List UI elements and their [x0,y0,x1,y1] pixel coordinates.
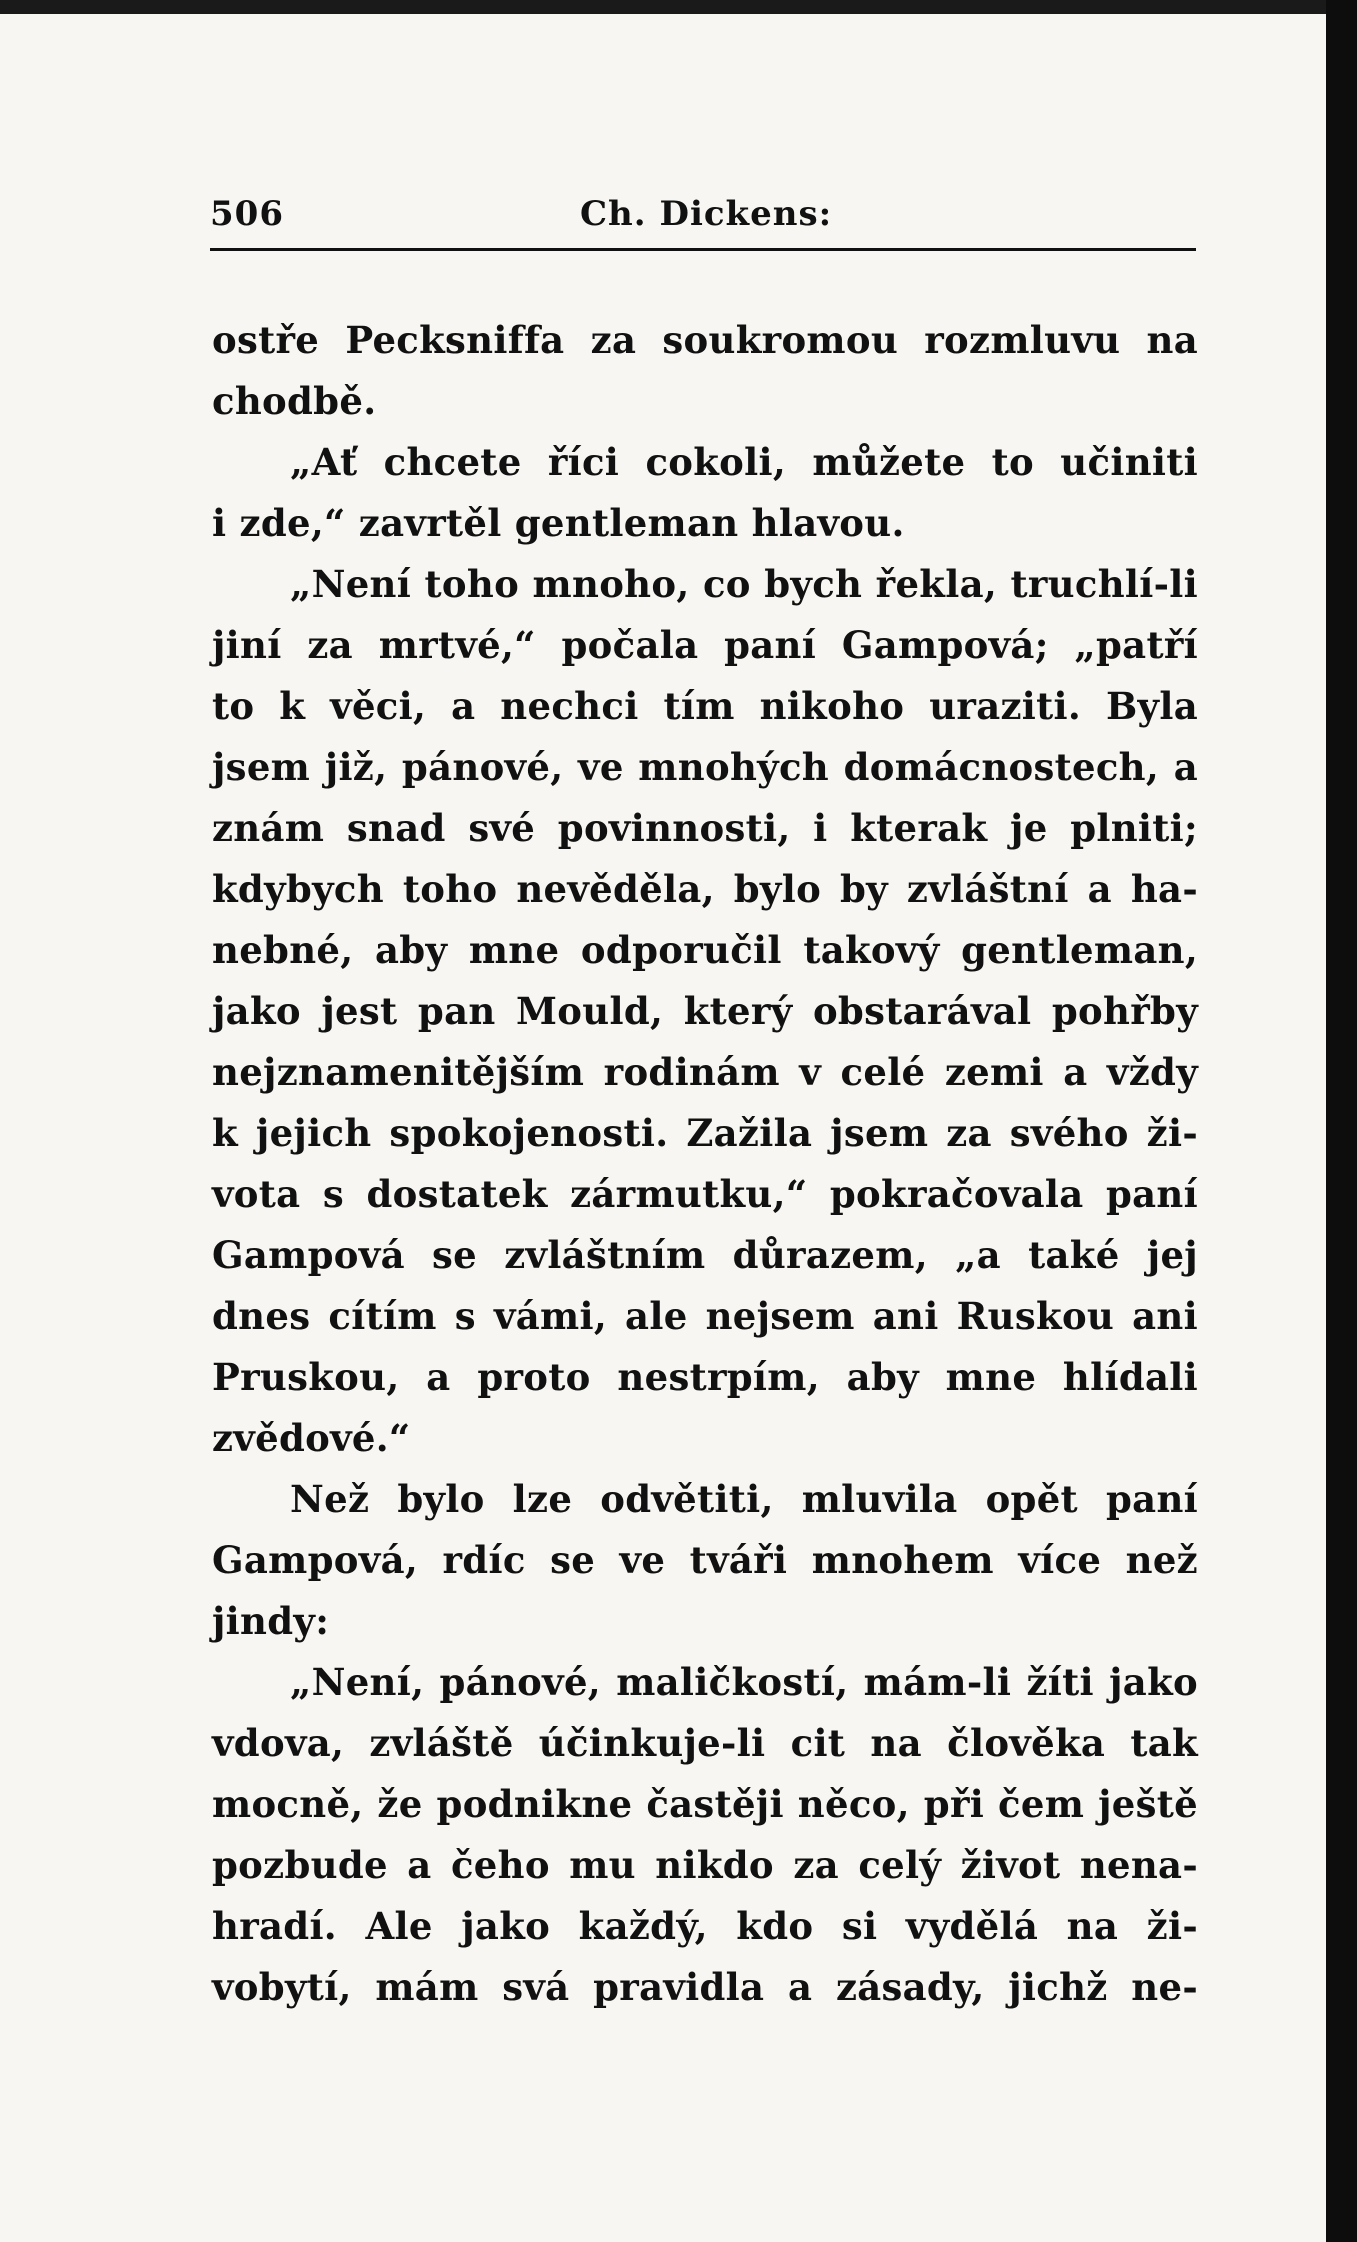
text-line: Pruskou, a proto nestrpím, aby mne hlídali [212,1355,1198,1399]
text-line: zvědové.“ [212,1416,411,1460]
text-line: „Není, pánové, maličkostí, mám-li žíti jako [290,1660,1198,1704]
text-line: nebné, aby mne odporučil takový gentleman, [212,928,1198,972]
text-line: k jejich spokojenosti. Zažila jsem za svého ži- [212,1111,1198,1155]
text-line: znám snad své povinnosti, i kterak je plniti; [212,806,1198,850]
text-line: ostře Pecksniffa za soukromou rozmluvu na [212,318,1198,362]
page-number: 506 [210,194,284,234]
text-line: chodbě. [212,379,377,423]
header-rule [210,248,1196,251]
text-line: mocně, že podnikne častěji něco, při čem ještě [212,1782,1198,1826]
text-line: kdybych toho nevěděla, bylo by zvláštní a ha- [212,867,1198,911]
text-line: dnes cítím s vámi, ale nejsem ani Ruskou ani [212,1294,1198,1338]
text-line: vota s dostatek zármutku,“ pokračovala paní [212,1172,1198,1216]
text-line: „Není toho mnoho, co bych řekla, truchlí-li [290,562,1198,606]
body-text [212,310,1198,2018]
text-line: jindy: [212,1599,330,1643]
book-page [0,14,1326,2242]
text-line: Gampová se zvláštním důrazem, „a také jej [212,1233,1198,1277]
scan-edge [1326,0,1357,2242]
text-line: Gampová, rdíc se ve tváři mnohem více než [212,1538,1198,1582]
text-line: pozbude a čeho mu nikdo za celý život nena- [212,1843,1198,1887]
page-header [210,174,1196,234]
text-line: vdova, zvláště účinkuje-li cit na člověka tak [212,1721,1198,1765]
text-line: hradí. Ale jako každý, kdo si vydělá na ži- [212,1904,1198,1948]
text-line: „Ať chcete říci cokoli, můžete to učiniti [290,440,1198,484]
text-line: jako jest pan Mould, který obstarával pohřby [212,989,1198,1033]
text-line: to k věci, a nechci tím nikoho uraziti. Byla [212,684,1198,728]
text-line: vobytí, mám svá pravidla a zásady, jichž ne- [212,1965,1198,2009]
text-line: Než bylo lze odvětiti, mluvila opět paní [290,1477,1198,1521]
running-title: Ch. Dickens: [580,194,833,234]
text-line: i zde,“ zavrtěl gentleman hlavou. [212,501,905,545]
text-line: jiní za mrtvé,“ počala paní Gampová; „patří [212,623,1198,667]
text-line: nejznamenitějším rodinám v celé zemi a vždy [212,1050,1198,1094]
text-line: jsem již, pánové, ve mnohých domácnostech, a [212,745,1198,789]
